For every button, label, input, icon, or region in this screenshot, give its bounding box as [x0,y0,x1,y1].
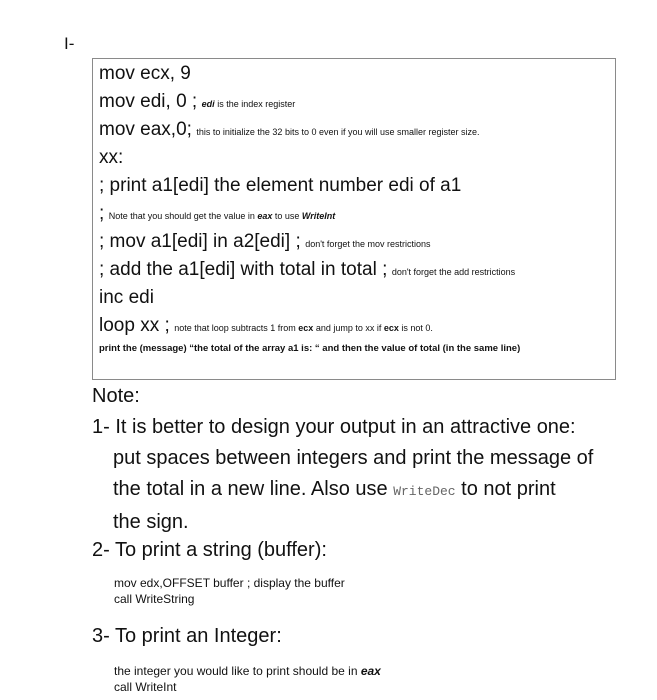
section-heading: I- [64,34,75,53]
code-line-9: inc edi [99,287,154,308]
note-item-3-code-2: call WriteInt [114,680,177,694]
code-line-1: mov ecx, 9 [99,63,191,84]
code-line-8: ; add the a1[edi] with total in total ; don't forget the add restrictions [99,259,516,280]
note-item-3-code-1: the integer you would like to print should be in eax [114,664,381,678]
code-line-3: mov eax,0; this to initialize the 32 bits to 0 even if you will use smaller register size. [99,119,480,140]
code-line-2: mov edi, 0 ; edi is the index register [99,91,296,112]
code-line-11: print the (message) “the total of the array a1 is: “ and then the value of total (in the same line) [99,343,521,354]
note-item-3: 3- To print an Integer: [92,625,282,647]
code-line-4: xx: [99,147,124,168]
note-item-2-code-1: mov edx,OFFSET buffer ; display the buffer [114,576,345,590]
code-line-6: ; Note that you should get the value in eax to use WriteInt [99,203,336,224]
note-item-1: 1- It is better to design your output in an attractive one: put spaces between integers and print the message of the total in a new line. Also use WriteDec to not print the sign. [92,416,594,533]
code-line-7: ; mov a1[edi] in a2[edi] ; don't forget the mov restrictions [99,231,431,252]
note-item-2-code-2: call WriteString [114,592,195,606]
code-line-10: loop xx ; note that loop subtracts 1 from ecx and jump to xx if ecx is not 0. [99,315,433,336]
note-title: Note: [92,385,140,407]
code-box [92,58,616,380]
code-line-5: ; print a1[edi] the element number edi of a1 [99,175,462,196]
note-item-2: 2- To print a string (buffer): [92,539,327,561]
